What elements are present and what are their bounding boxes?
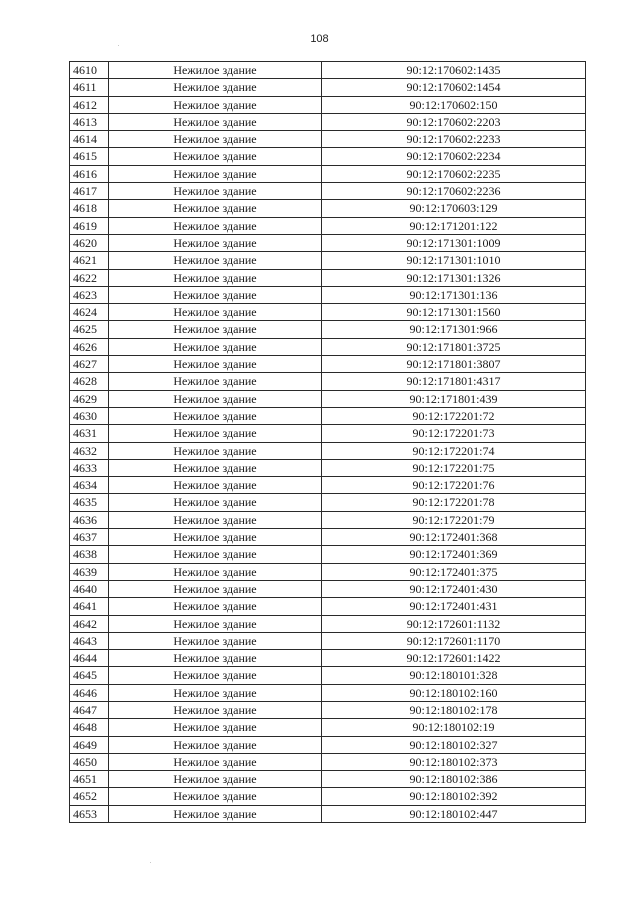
object-type-cell: Нежилое здание	[109, 805, 322, 822]
object-type-cell: Нежилое здание	[109, 252, 322, 269]
row-number-cell: 4612	[70, 96, 109, 113]
table-row	[70, 459, 586, 476]
row-number-cell: 4620	[70, 234, 109, 251]
row-number-cell: 4619	[70, 217, 109, 234]
table-row	[70, 736, 586, 753]
table-row	[70, 753, 586, 770]
page-number: 108	[310, 33, 329, 45]
table-row	[70, 529, 586, 546]
table-row	[70, 148, 586, 165]
row-number-cell: 4646	[70, 684, 109, 701]
object-type-cell: Нежилое здание	[109, 459, 322, 476]
table-row	[70, 546, 586, 563]
registry-table	[69, 61, 586, 823]
cadastral-number-cell: 90:12:172401:369	[322, 546, 586, 563]
table-row	[70, 650, 586, 667]
scan-mark	[118, 45, 119, 46]
cadastral-number-cell: 90:12:171301:1010	[322, 252, 586, 269]
cadastral-number-cell: 90:12:172201:72	[322, 407, 586, 424]
table-row	[70, 442, 586, 459]
row-number-cell: 4630	[70, 407, 109, 424]
row-number-cell: 4644	[70, 650, 109, 667]
table-row	[70, 701, 586, 718]
cadastral-number-cell: 90:12:180102:447	[322, 805, 586, 822]
table-row	[70, 373, 586, 390]
cadastral-number-cell: 90:12:171801:4317	[322, 373, 586, 390]
object-type-cell: Нежилое здание	[109, 338, 322, 355]
cadastral-number-cell: 90:12:172601:1132	[322, 615, 586, 632]
object-type-cell: Нежилое здание	[109, 771, 322, 788]
object-type-cell: Нежилое здание	[109, 304, 322, 321]
table-row	[70, 286, 586, 303]
cadastral-number-cell: 90:12:170602:1435	[322, 62, 586, 79]
table-row	[70, 165, 586, 182]
table-row	[70, 511, 586, 528]
table-row	[70, 113, 586, 130]
cadastral-number-cell: 90:12:172401:375	[322, 563, 586, 580]
object-type-cell: Нежилое здание	[109, 217, 322, 234]
object-type-cell: Нежилое здание	[109, 113, 322, 130]
scan-mark	[150, 862, 151, 863]
object-type-cell: Нежилое здание	[109, 390, 322, 407]
row-number-cell: 4645	[70, 667, 109, 684]
cadastral-number-cell: 90:12:170602:2236	[322, 183, 586, 200]
table-row	[70, 719, 586, 736]
object-type-cell: Нежилое здание	[109, 286, 322, 303]
cadastral-number-cell: 90:12:171301:966	[322, 321, 586, 338]
object-type-cell: Нежилое здание	[109, 788, 322, 805]
table-row	[70, 62, 586, 79]
row-number-cell: 4615	[70, 148, 109, 165]
table-row	[70, 79, 586, 96]
table-row	[70, 667, 586, 684]
row-number-cell: 4628	[70, 373, 109, 390]
object-type-cell: Нежилое здание	[109, 356, 322, 373]
table-row	[70, 390, 586, 407]
row-number-cell: 4623	[70, 286, 109, 303]
cadastral-number-cell: 90:12:172201:74	[322, 442, 586, 459]
cadastral-number-cell: 90:12:180102:160	[322, 684, 586, 701]
object-type-cell: Нежилое здание	[109, 563, 322, 580]
row-number-cell: 4639	[70, 563, 109, 580]
table-row	[70, 321, 586, 338]
row-number-cell: 4641	[70, 598, 109, 615]
table-row	[70, 269, 586, 286]
object-type-cell: Нежилое здание	[109, 477, 322, 494]
row-number-cell: 4643	[70, 632, 109, 649]
object-type-cell: Нежилое здание	[109, 79, 322, 96]
table-row	[70, 304, 586, 321]
object-type-cell: Нежилое здание	[109, 615, 322, 632]
cadastral-number-cell: 90:12:171801:439	[322, 390, 586, 407]
cadastral-number-cell: 90:12:171301:1560	[322, 304, 586, 321]
object-type-cell: Нежилое здание	[109, 684, 322, 701]
row-number-cell: 4647	[70, 701, 109, 718]
cadastral-number-cell: 90:12:170602:2233	[322, 131, 586, 148]
row-number-cell: 4627	[70, 356, 109, 373]
table-row	[70, 615, 586, 632]
row-number-cell: 4637	[70, 529, 109, 546]
cadastral-number-cell: 90:12:180102:19	[322, 719, 586, 736]
table-row	[70, 580, 586, 597]
table-row	[70, 252, 586, 269]
row-number-cell: 4633	[70, 459, 109, 476]
cadastral-number-cell: 90:12:172601:1170	[322, 632, 586, 649]
object-type-cell: Нежилое здание	[109, 321, 322, 338]
cadastral-number-cell: 90:12:171301:1326	[322, 269, 586, 286]
row-number-cell: 4634	[70, 477, 109, 494]
row-number-cell: 4651	[70, 771, 109, 788]
row-number-cell: 4610	[70, 62, 109, 79]
object-type-cell: Нежилое здание	[109, 580, 322, 597]
cadastral-number-cell: 90:12:171801:3807	[322, 356, 586, 373]
row-number-cell: 4625	[70, 321, 109, 338]
cadastral-number-cell: 90:12:172201:79	[322, 511, 586, 528]
object-type-cell: Нежилое здание	[109, 131, 322, 148]
table-row	[70, 217, 586, 234]
cadastral-number-cell: 90:12:172401:431	[322, 598, 586, 615]
object-type-cell: Нежилое здание	[109, 425, 322, 442]
object-type-cell: Нежилое здание	[109, 165, 322, 182]
cadastral-number-cell: 90:12:180102:178	[322, 701, 586, 718]
object-type-cell: Нежилое здание	[109, 269, 322, 286]
row-number-cell: 4649	[70, 736, 109, 753]
object-type-cell: Нежилое здание	[109, 701, 322, 718]
cadastral-number-cell: 90:12:180102:386	[322, 771, 586, 788]
object-type-cell: Нежилое здание	[109, 753, 322, 770]
row-number-cell: 4636	[70, 511, 109, 528]
object-type-cell: Нежилое здание	[109, 529, 322, 546]
object-type-cell: Нежилое здание	[109, 719, 322, 736]
row-number-cell: 4648	[70, 719, 109, 736]
object-type-cell: Нежилое здание	[109, 407, 322, 424]
cadastral-number-cell: 90:12:180102:373	[322, 753, 586, 770]
cadastral-number-cell: 90:12:170602:2203	[322, 113, 586, 130]
row-number-cell: 4621	[70, 252, 109, 269]
object-type-cell: Нежилое здание	[109, 148, 322, 165]
cadastral-number-cell: 90:12:170602:1454	[322, 79, 586, 96]
cadastral-number-cell: 90:12:172201:78	[322, 494, 586, 511]
cadastral-number-cell: 90:12:170602:150	[322, 96, 586, 113]
object-type-cell: Нежилое здание	[109, 234, 322, 251]
cadastral-number-cell: 90:12:170602:2234	[322, 148, 586, 165]
cadastral-number-cell: 90:12:172601:1422	[322, 650, 586, 667]
cadastral-number-cell: 90:12:172201:75	[322, 459, 586, 476]
object-type-cell: Нежилое здание	[109, 511, 322, 528]
row-number-cell: 4618	[70, 200, 109, 217]
table-row	[70, 598, 586, 615]
cadastral-number-cell: 90:12:172201:73	[322, 425, 586, 442]
row-number-cell: 4635	[70, 494, 109, 511]
row-number-cell: 4617	[70, 183, 109, 200]
table-row	[70, 788, 586, 805]
row-number-cell: 4611	[70, 79, 109, 96]
row-number-cell: 4622	[70, 269, 109, 286]
cadastral-number-cell: 90:12:172401:430	[322, 580, 586, 597]
table-row	[70, 632, 586, 649]
cadastral-number-cell: 90:12:180102:392	[322, 788, 586, 805]
row-number-cell: 4652	[70, 788, 109, 805]
table-row	[70, 200, 586, 217]
object-type-cell: Нежилое здание	[109, 200, 322, 217]
cadastral-number-cell: 90:12:180102:327	[322, 736, 586, 753]
table-row	[70, 494, 586, 511]
row-number-cell: 4613	[70, 113, 109, 130]
object-type-cell: Нежилое здание	[109, 494, 322, 511]
cadastral-number-cell: 90:12:172401:368	[322, 529, 586, 546]
object-type-cell: Нежилое здание	[109, 736, 322, 753]
table-row	[70, 183, 586, 200]
row-number-cell: 4631	[70, 425, 109, 442]
table-row	[70, 477, 586, 494]
object-type-cell: Нежилое здание	[109, 62, 322, 79]
cadastral-number-cell: 90:12:171301:1009	[322, 234, 586, 251]
registry-table-body	[70, 62, 586, 823]
object-type-cell: Нежилое здание	[109, 373, 322, 390]
row-number-cell: 4629	[70, 390, 109, 407]
object-type-cell: Нежилое здание	[109, 598, 322, 615]
table-row	[70, 425, 586, 442]
table-row	[70, 407, 586, 424]
cadastral-number-cell: 90:12:172201:76	[322, 477, 586, 494]
object-type-cell: Нежилое здание	[109, 650, 322, 667]
row-number-cell: 4616	[70, 165, 109, 182]
cadastral-number-cell: 90:12:171801:3725	[322, 338, 586, 355]
row-number-cell: 4653	[70, 805, 109, 822]
cadastral-number-cell: 90:12:171301:136	[322, 286, 586, 303]
cadastral-number-cell: 90:12:170602:2235	[322, 165, 586, 182]
table-row	[70, 131, 586, 148]
table-row	[70, 234, 586, 251]
cadastral-number-cell: 90:12:171201:122	[322, 217, 586, 234]
cadastral-number-cell: 90:12:170603:129	[322, 200, 586, 217]
row-number-cell: 4624	[70, 304, 109, 321]
table-row	[70, 338, 586, 355]
object-type-cell: Нежилое здание	[109, 442, 322, 459]
object-type-cell: Нежилое здание	[109, 667, 322, 684]
row-number-cell: 4642	[70, 615, 109, 632]
table-row	[70, 563, 586, 580]
object-type-cell: Нежилое здание	[109, 96, 322, 113]
row-number-cell: 4614	[70, 131, 109, 148]
row-number-cell: 4650	[70, 753, 109, 770]
table-row	[70, 356, 586, 373]
table-row	[70, 96, 586, 113]
object-type-cell: Нежилое здание	[109, 632, 322, 649]
row-number-cell: 4626	[70, 338, 109, 355]
table-row	[70, 805, 586, 822]
object-type-cell: Нежилое здание	[109, 183, 322, 200]
cadastral-number-cell: 90:12:180101:328	[322, 667, 586, 684]
row-number-cell: 4632	[70, 442, 109, 459]
table-row	[70, 684, 586, 701]
table-row	[70, 771, 586, 788]
object-type-cell: Нежилое здание	[109, 546, 322, 563]
row-number-cell: 4640	[70, 580, 109, 597]
row-number-cell: 4638	[70, 546, 109, 563]
